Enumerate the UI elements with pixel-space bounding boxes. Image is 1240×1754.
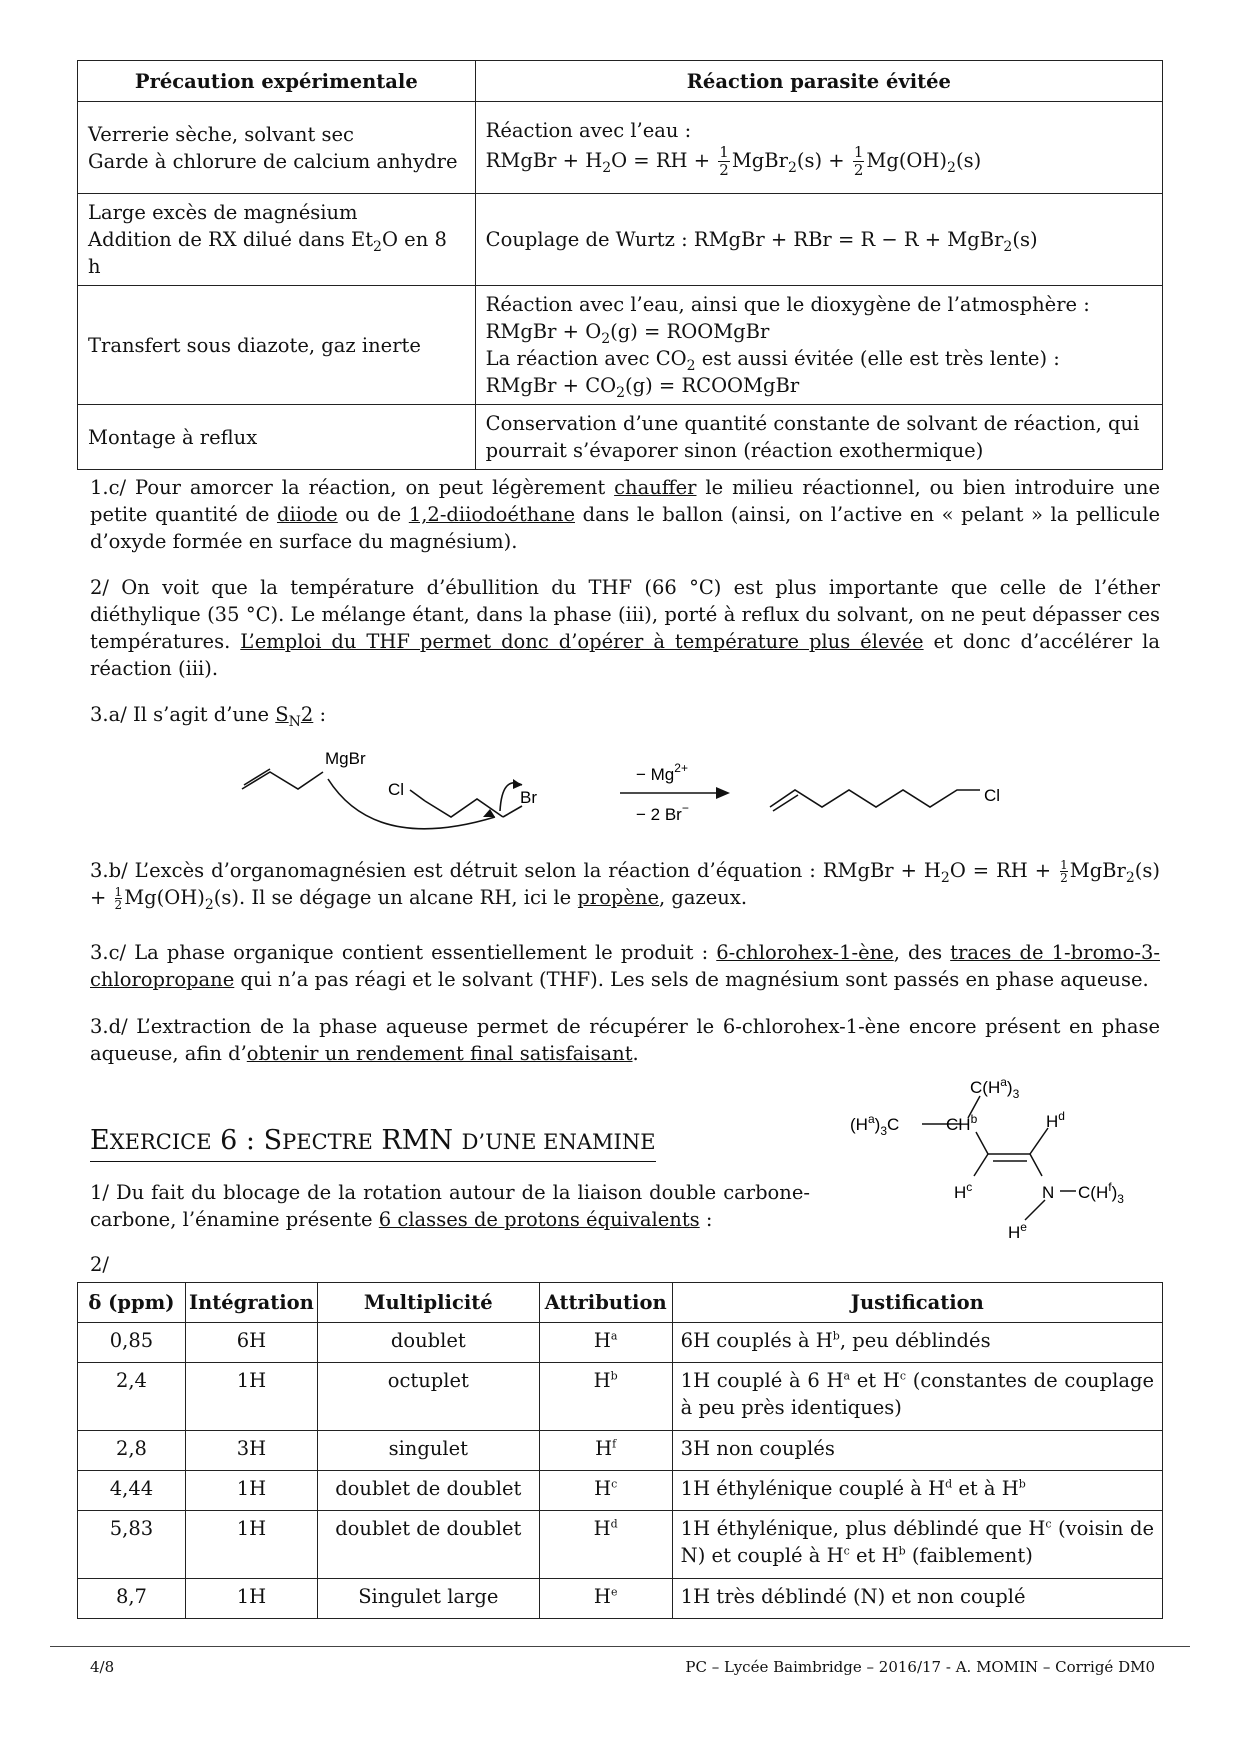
column-header: Multiplicité xyxy=(317,1283,539,1323)
fraction: $\frac{1}{2}$ xyxy=(719,142,729,179)
nmr-table xyxy=(77,1282,1163,1619)
nitrogen-label: N xyxy=(1042,1183,1055,1202)
column-header: Réaction parasite évitée xyxy=(475,61,1162,102)
justification-cell: 3H non couplés xyxy=(672,1431,1162,1471)
column-header: Intégration xyxy=(185,1283,317,1323)
column-header: Attribution xyxy=(539,1283,672,1323)
footer-credit: PC – Lycée Baimbridge – 2016/17 - A. MOMIN – Corrigé DM0 xyxy=(685,1658,1155,1676)
precaution-cell: Transfert sous diazote, gaz inerte xyxy=(78,286,476,405)
precautions-table xyxy=(77,60,1163,470)
methyl-a-left-label: $(H^a)_3C$ xyxy=(850,1112,900,1138)
table-row xyxy=(78,194,1163,286)
delta-cell: 4,44 xyxy=(78,1471,186,1511)
table-row xyxy=(78,1431,1163,1471)
methyl-a-top-label: $C(H^a)_3$ xyxy=(970,1075,1020,1101)
exercise-title: EXERCICE 6 : SPECTRE RMN D’UNE ENAMINE xyxy=(90,1124,656,1162)
attribution-cell: $H^c$ xyxy=(539,1471,672,1511)
table-header-row xyxy=(78,1283,1163,1323)
question-1: 1/ Du fait du blocage de la rotation autour de la liaison double carbone-carbone, l’énamine présente 6 classes de protons équivalents : xyxy=(90,1181,810,1231)
arrow-label-top: − $Mg^{2+}$ xyxy=(636,761,688,784)
footer-divider xyxy=(50,1646,1190,1647)
attribution-cell: $H^e$ xyxy=(539,1579,672,1619)
chlorine-label: Cl xyxy=(388,780,405,799)
justification-cell: 1H couplé à 6 $H^a$ et $H^c$ (constantes de couplage à peu près identiques) xyxy=(672,1363,1162,1431)
page-number: 4/8 xyxy=(90,1658,115,1676)
delta-cell: 2,4 xyxy=(78,1363,186,1431)
paragraph-3b: 3.b/ L’excès d’organomagnésien est détruit selon la réaction d’équation : RMgBr + $H_2O$ = RH + $\frac{1}{2}$ MgBr$_2$(s) + $\frac{1}{2}$ $Mg(OH)_2(s)$. Il se dégage un alcane RH, ici le propène, gazeux. xyxy=(90,858,1160,913)
table-row xyxy=(78,405,1163,470)
multiplicity-cell: doublet de doublet xyxy=(317,1511,539,1579)
justification-cell: 1H très déblindé (N) et non couplé xyxy=(672,1579,1162,1619)
fraction: $\frac{1}{2}$ xyxy=(114,885,123,912)
table-header-row xyxy=(78,61,1163,102)
delta-cell: 0,85 xyxy=(78,1323,186,1363)
integration-cell: 3H xyxy=(185,1431,317,1471)
water-reaction-equation: RMgBr + $H_2O$ = RH + $\frac{1}{2}$ MgBr$_2$(s) + $\frac{1}{2}$ $Mg(OH)_2(s)$ xyxy=(485,142,982,179)
attribution-cell: $H^f$ xyxy=(539,1431,672,1471)
fraction: $\frac{1}{2}$ xyxy=(1060,858,1068,885)
table-row xyxy=(78,1511,1163,1579)
proton-c-label: $H^c$ xyxy=(954,1180,973,1202)
attribution-cell: $H^b$ xyxy=(539,1363,672,1431)
integration-cell: 1H xyxy=(185,1579,317,1619)
arrow-label-bottom: − 2 Br− xyxy=(636,801,689,824)
table-row xyxy=(78,1579,1163,1619)
methine-b-label: $CH^b$ xyxy=(946,1112,978,1134)
multiplicity-cell: singulet xyxy=(317,1431,539,1471)
curly-arrow-br xyxy=(500,783,522,811)
table-row xyxy=(78,1323,1163,1363)
multiplicity-cell: Singulet large xyxy=(317,1579,539,1619)
attribution-cell: $H^a$ xyxy=(539,1323,672,1363)
paragraph-2: 2/ On voit que la température d’ébullition du THF (66 °C) est plus importante que celle de l’éther diéthylique (35 °C). Le mélange étant, dans la phase (iii), porté à reflux du solvant, on ne peut dépasser ces températures. L’emploi du THF permet donc d’opérer à température plus élevée et donc d’accélérer la réaction (iii). xyxy=(90,576,1161,680)
integration-cell: 1H xyxy=(185,1511,317,1579)
table-row xyxy=(78,286,1163,405)
double-bond xyxy=(244,769,270,785)
product-chain xyxy=(770,790,980,807)
reaction-cell: Réaction avec l’eau : RMgBr + $H_2O$ = RH + $\frac{1}{2}$ MgBr$_2$(s) + $\frac{1}{2}$ $Mg(OH)_2(s)$ xyxy=(475,102,1162,194)
methyl-f-label: $C(H^f)_3$ xyxy=(1078,1180,1124,1206)
reaction-cell: Couplage de Wurtz : RMgBr + RBr = R − R + MgBr$_2$(s) xyxy=(475,194,1162,286)
enamine-structure xyxy=(850,1070,1170,1250)
sn2-reaction-scheme xyxy=(200,745,1040,850)
paragraph-3a: 3.a/ Il s’agit d’une $S_N2$ : xyxy=(90,703,327,730)
allyl-chain xyxy=(242,772,323,789)
justification-cell: 1H éthylénique couplé à $H^d$ et à $H^b$ xyxy=(672,1471,1162,1511)
precaution-cell: Verrerie sèche, solvant sec Garde à chlorure de calcium anhydre xyxy=(78,102,476,194)
column-header: Précaution expérimentale xyxy=(78,61,476,102)
product-chlorine-label: Cl xyxy=(984,786,1001,805)
reaction-cell: Conservation d’une quantité constante de solvant de réaction, qui pourrait s’évaporer sinon (réaction exothermique) xyxy=(475,405,1162,470)
table-row xyxy=(78,1363,1163,1431)
proton-e-label: $H^e$ xyxy=(1008,1220,1027,1242)
fraction: $\frac{1}{2}$ xyxy=(853,142,864,179)
attribution-cell: $H^d$ xyxy=(539,1511,672,1579)
paragraph-3c: 3.c/ La phase organique contient essentiellement le produit : 6-chlorohex-1-ène, des traces de 1-bromo-3-chloropropane qui n’a pas réagi et le solvant (THF). Les sels de magnésium sont passés en phase aqueuse. xyxy=(90,941,1160,991)
delta-cell: 2,8 xyxy=(78,1431,186,1471)
paragraph-3d: 3.d/ L’extraction de la phase aqueuse permet de récupérer le 6-chlorohex-1-ène encore présent en phase aqueuse, afin d’obtenir un rendement final satisfaisant. xyxy=(90,1015,1160,1065)
bromine-label: Br xyxy=(520,788,537,807)
precaution-cell: Large excès de magnésium Addition de RX dilué dans $Et_2O$ en 8 h xyxy=(78,194,476,286)
reaction-cell: Réaction avec l’eau, ainsi que le dioxygène de l’atmosphère : RMgBr + $O_2(g)$ = ROOMgBr La réaction avec $CO_2$ est aussi évitée (elle est très lente) : RMgBr + $CO_2(g)$ = RCOOMgBr xyxy=(475,286,1162,405)
table-row xyxy=(78,102,1163,194)
integration-cell: 1H xyxy=(185,1471,317,1511)
column-header: Justification xyxy=(672,1283,1162,1323)
integration-cell: 6H xyxy=(185,1323,317,1363)
delta-cell: 8,7 xyxy=(78,1579,186,1619)
multiplicity-cell: doublet xyxy=(317,1323,539,1363)
integration-cell: 1H xyxy=(185,1363,317,1431)
question-2-label: 2/ xyxy=(90,1253,109,1276)
proton-d-label: $H^d$ xyxy=(1046,1109,1065,1131)
mgbr-label: MgBr xyxy=(325,749,366,768)
justification-cell: 1H éthylénique, plus déblindé que $H^c$ (voisin de N) et couplé à $H^c$ et $H^b$ (faiblement) xyxy=(672,1511,1162,1579)
justification-cell: 6H couplés à $H^b$, peu déblindés xyxy=(672,1323,1162,1363)
precaution-cell: Montage à reflux xyxy=(78,405,476,470)
table-row xyxy=(78,1471,1163,1511)
column-header: δ (ppm) xyxy=(78,1283,186,1323)
delta-cell: 5,83 xyxy=(78,1511,186,1579)
multiplicity-cell: doublet de doublet xyxy=(317,1471,539,1511)
paragraph-1c: 1.c/ Pour amorcer la réaction, on peut légèrement chauffer le milieu réactionnel, ou bien introduire une petite quantité de diiode ou de 1,2-diiodoéthane dans le ballon (ainsi, on l’active en « pelant » la pellicule d’oxyde formée en surface du magnésium). xyxy=(90,476,1160,553)
multiplicity-cell: octuplet xyxy=(317,1363,539,1431)
